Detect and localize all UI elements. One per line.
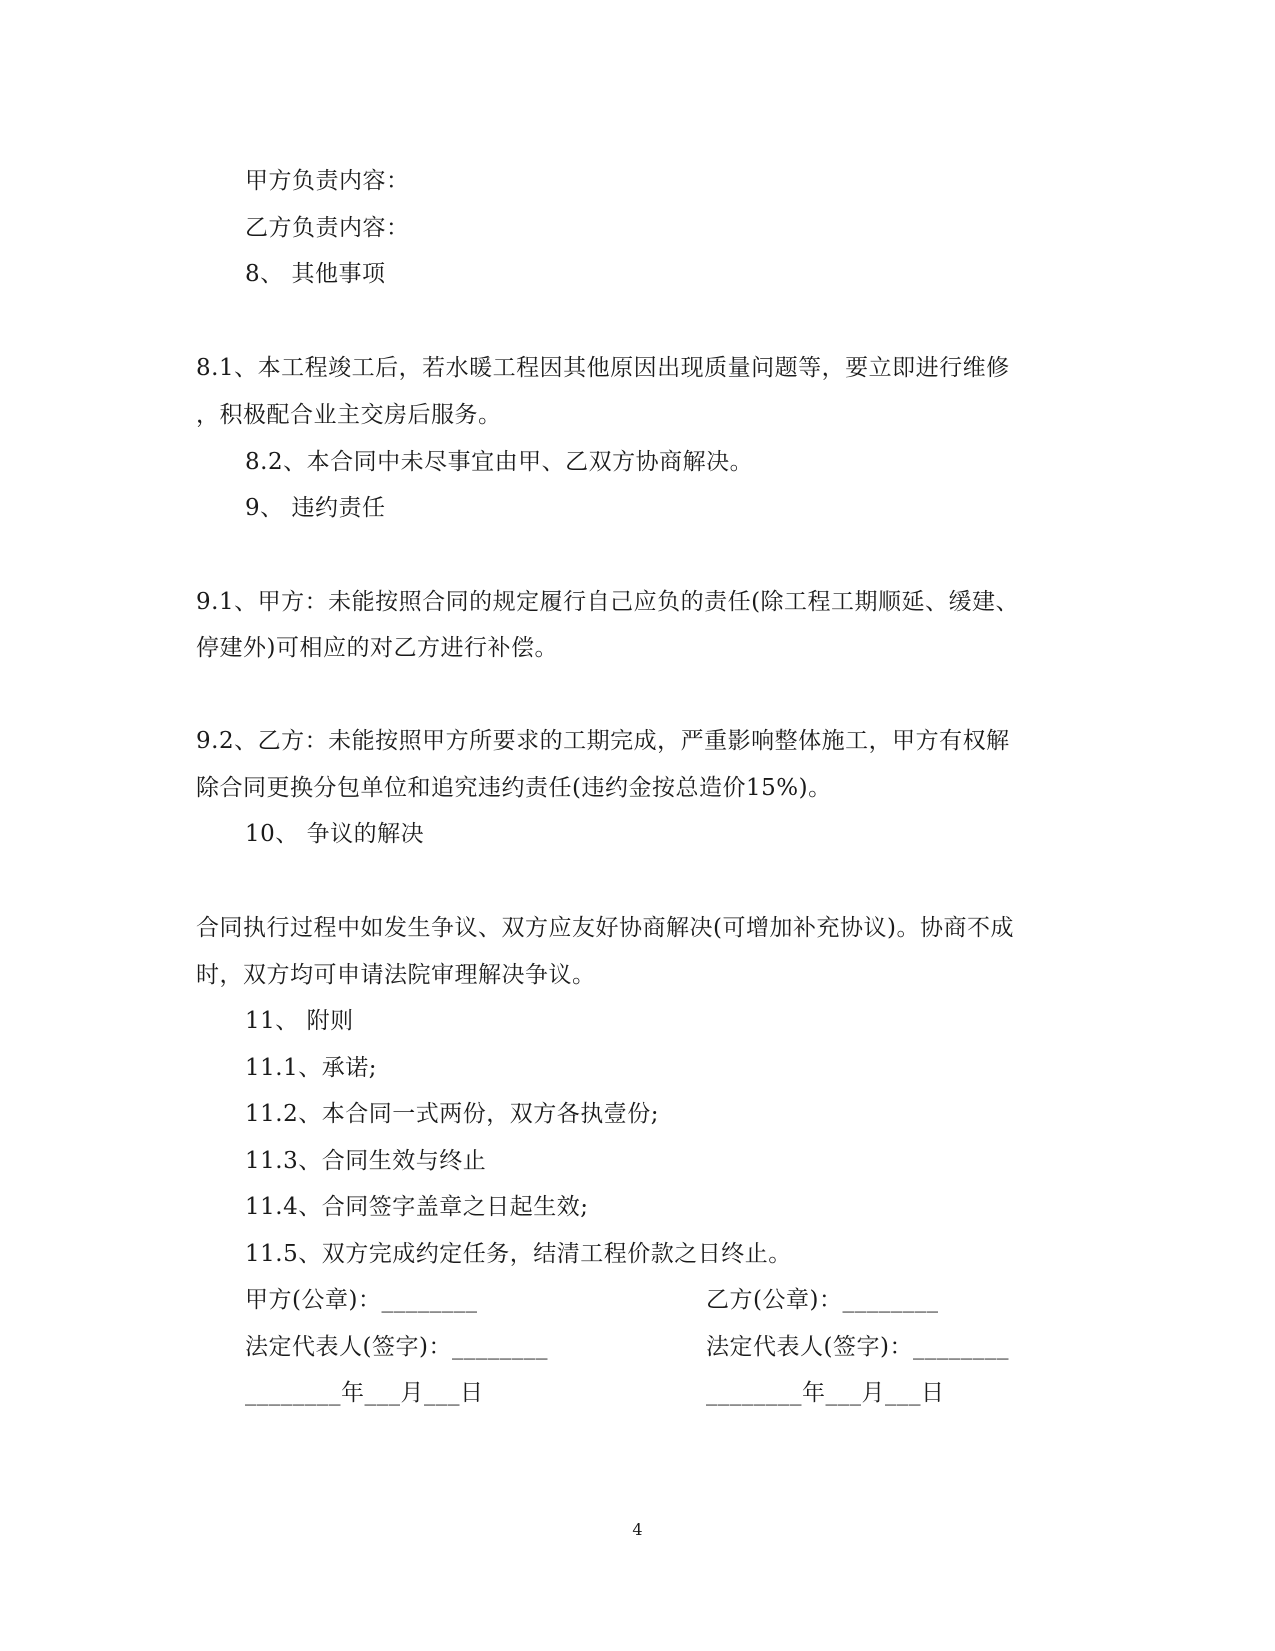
page-number: 4	[632, 1520, 643, 1539]
clause-8-2: 8.2、本合同中未尽事宜由甲、乙双方协商解决。	[245, 449, 754, 475]
party-b-seal-field: 乙方(公章)：________	[706, 1287, 939, 1313]
clause-9-2-line-2: 除合同更换分包单位和追究违约责任(违约金按总造价15%)。	[196, 775, 832, 801]
party-b-date-field: ________年___月___日	[706, 1380, 945, 1406]
clause-11-1: 11.1、承诺;	[245, 1055, 377, 1081]
section-heading-other-matters: 8、 其他事项	[245, 261, 386, 287]
clause-11-2: 11.2、本合同一式两份，双方各执壹份;	[245, 1101, 659, 1127]
party-b-representative-field: 法定代表人(签字)：________	[706, 1334, 1009, 1360]
section-heading-breach-liability: 9、 违约责任	[245, 495, 386, 521]
clause-11-3: 11.3、合同生效与终止	[245, 1148, 487, 1174]
clause-8-1-line-2: ，积极配合业主交房后服务。	[196, 402, 502, 428]
dispute-clause-line-2: 时，双方均可申请法院审理解决争议。	[196, 962, 596, 988]
party-a-representative-field: 法定代表人(签字)：________	[245, 1334, 548, 1360]
party-a-responsibility-label: 甲方负责内容：	[245, 168, 410, 194]
section-heading-dispute-resolution: 10、 争议的解决	[245, 821, 425, 847]
clause-9-1-line-2: 停建外)可相应的对乙方进行补偿。	[196, 635, 558, 661]
section-heading-supplementary-provisions: 11、 附则	[245, 1008, 354, 1034]
clause-9-2-line-1: 9.2、乙方：未能按照甲方所要求的工期完成，严重影响整体施工，甲方有权解	[196, 728, 1010, 754]
party-a-seal-field: 甲方(公章)：________	[245, 1287, 478, 1313]
dispute-clause-line-1: 合同执行过程中如发生争议、双方应友好协商解决(可增加补充协议)。协商不成	[196, 915, 1014, 941]
party-a-date-field: ________年___月___日	[245, 1380, 484, 1406]
clause-9-1-line-1: 9.1、甲方：未能按照合同的规定履行自己应负的责任(除工程工期顺延、缓建、	[196, 589, 1020, 615]
party-b-responsibility-label: 乙方负责内容：	[245, 215, 410, 241]
clause-8-1-line-1: 8.1、本工程竣工后，若水暖工程因其他原因出现质量问题等，要立即进行维修	[196, 355, 1010, 381]
clause-11-4: 11.4、合同签字盖章之日起生效;	[245, 1194, 589, 1220]
clause-11-5: 11.5、双方完成约定任务，结清工程价款之日终止。	[245, 1241, 792, 1267]
